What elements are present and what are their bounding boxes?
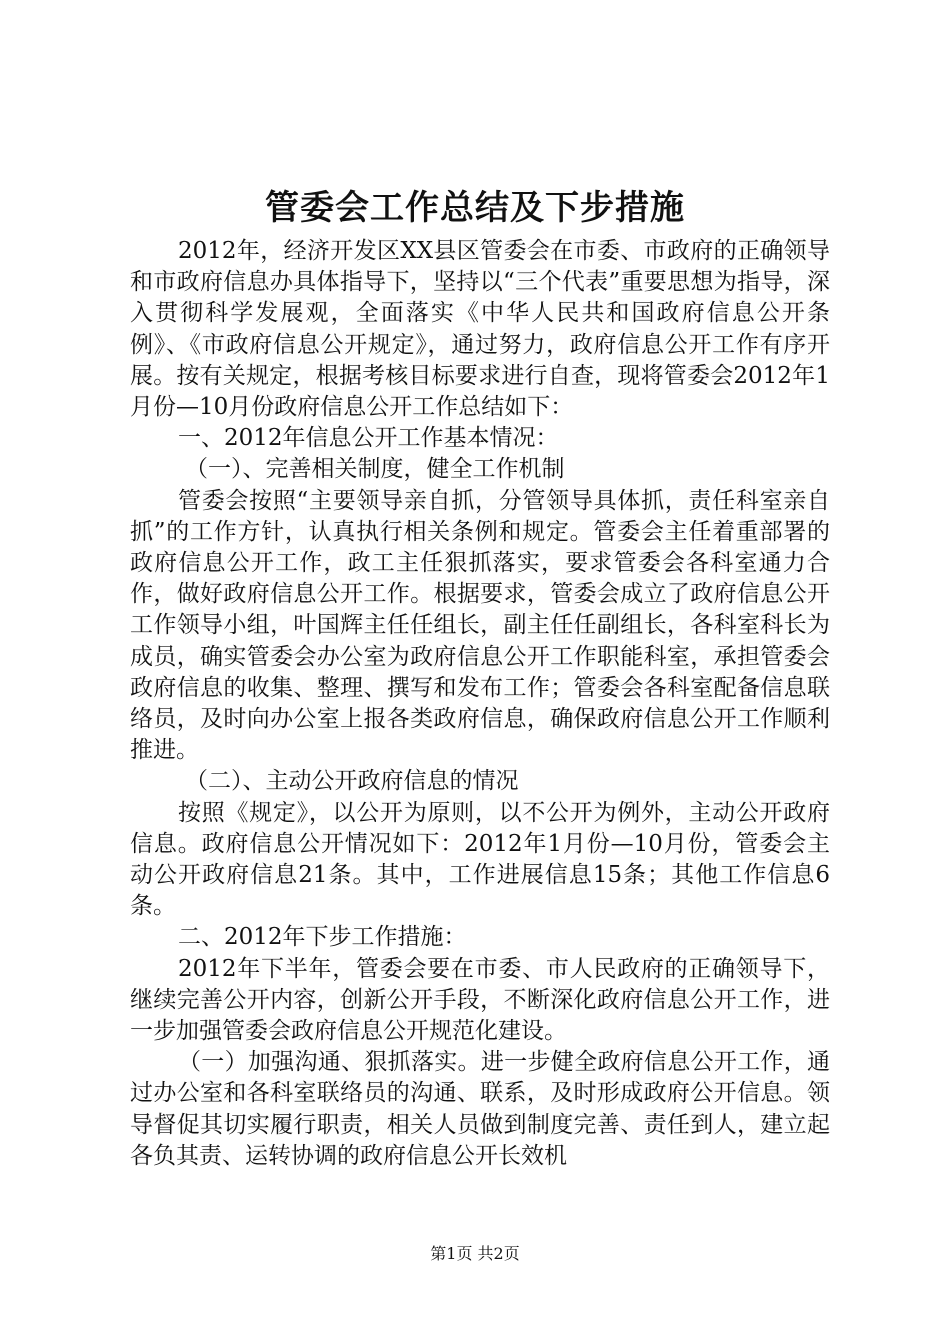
section-heading-1: 一、2012年信息公开工作基本情况： xyxy=(178,425,559,452)
body-paragraph: 2012年下半年，管委会要在市委、市人民政府的正确领导下，继续完善公开内容，创新公开手段，不断深化政府信息公开工作，进一步加强管委会政府信息公开规范化建设。 xyxy=(130,955,830,1045)
body-paragraph: 管委会按照“主要领导亲自抓，分管领导具体抓，责任科室亲自抓”的工作方针，认真执行相关条例和规定。管委会主任着重部署的政府信息公开工作，政工主任狠抓落实，要求管委会各科室通力合作，做好政府信息公开工作。根据要求，管委会成立了政府信息公开工作领导小组，叶国辉主任任组长，副主任任副组长，各科室科长为成员，确实管委会办公室为政府信息公开工作职能科室，承担管委会政府信息的收集、整理、撰写和发布工作；管委会各科室配备信息联络员，及时向办公室上报各类政府信息，确保政府信息公开工作顺利推进。 xyxy=(130,487,830,764)
document-body xyxy=(130,236,830,1172)
document-title: 管委会工作总结及下步措施 xyxy=(265,188,685,228)
subsection-heading-1-2: （二）、主动公开政府信息的情况 xyxy=(185,768,519,795)
page-footer: 第1页 共2页 xyxy=(430,1244,520,1263)
section-heading-2: 二、2012年下步工作措施： xyxy=(178,924,467,951)
subsection-heading-1-1: （一）、完善相关制度，健全工作机制 xyxy=(185,456,565,483)
intro-paragraph: 2012年，经济开发区XX县区管委会在市委、市政府的正确领导和市政府信息办具体指导下，坚持以“三个代表”重要思想为指导，深入贯彻科学发展观，全面落实《中华人民共和国政府信息公开条例》、《市政府信息公开规定》，通过努力，政府信息公开工作有序开展。按有关规定，根据考核目标要求进行自查，现将管委会2012年1月份—10月份政府信息公开工作总结如下： xyxy=(130,238,830,421)
body-paragraph: （一）加强沟通、狠抓落实。进一步健全政府信息公开工作，通过办公室和各科室联络员的沟通、联系，及时形成政府公开信息。领导督促其切实履行职责，相关人员做到制度完善、责任到人，建立起各负其责、运转协调的政府信息公开长效机 xyxy=(130,1049,830,1169)
body-paragraph: 按照《规定》，以公开为原则，以不公开为例外，主动公开政府信息。政府信息公开情况如下：2012年1月份—10月份，管委会主动公开政府信息21条。其中，工作进展信息15条；其他工作信息6条。 xyxy=(130,799,830,920)
